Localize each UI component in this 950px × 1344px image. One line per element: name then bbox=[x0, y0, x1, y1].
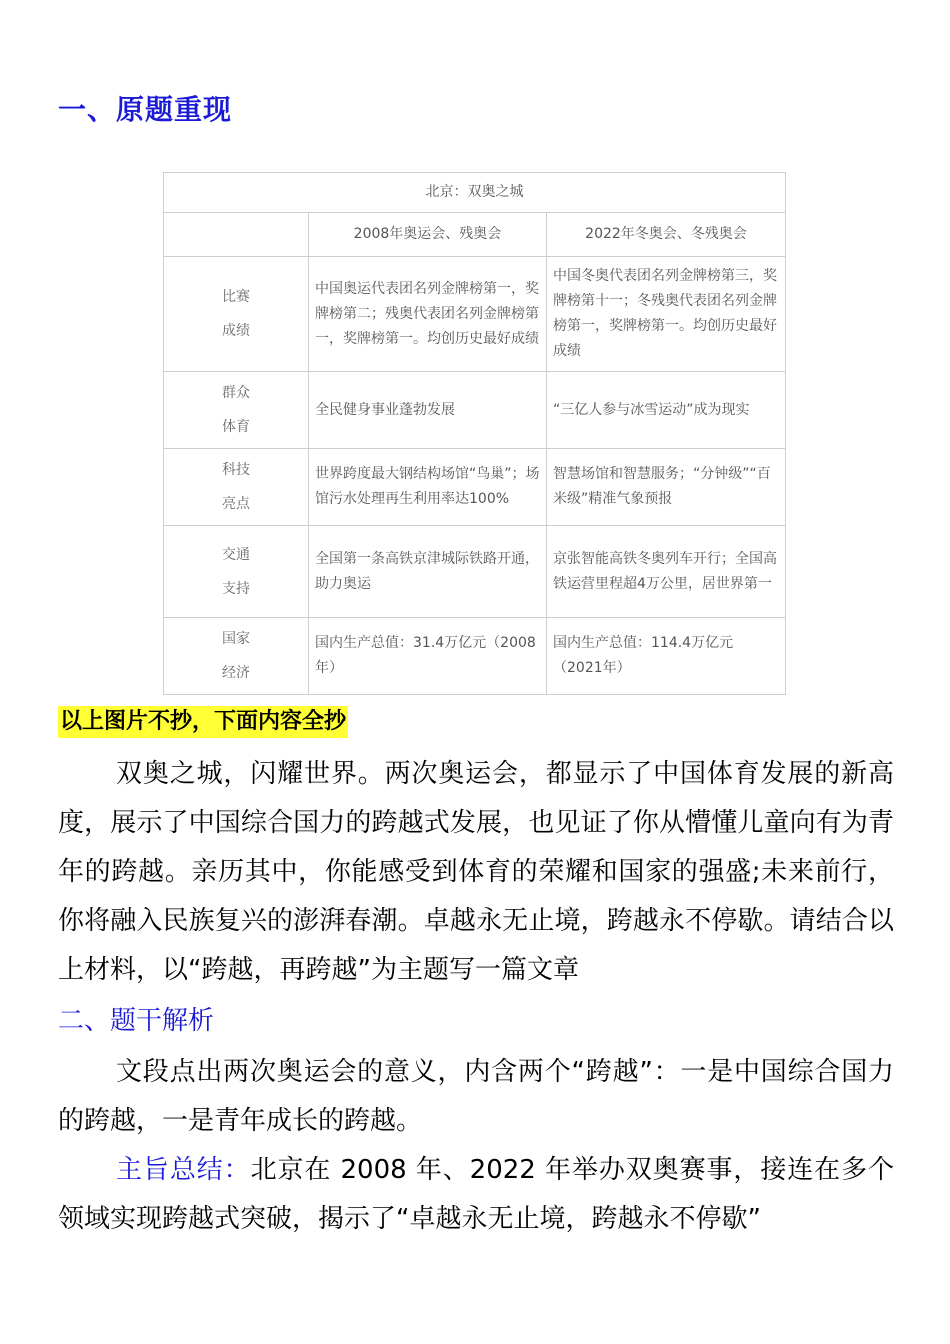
cell-technology-2008: 世界跨度最大钢结构场馆“鸟巢”；场馆污水处理再生利用率达100% bbox=[309, 449, 547, 526]
cell-competition-2008: 中国奥运代表团名列金牌榜第一，奖牌榜第二；残奥代表团名列金牌榜第一，奖牌榜第一。均创历史最好成绩 bbox=[309, 257, 547, 372]
copy-instruction-highlight: 以上图片不抄，下面内容全抄 bbox=[58, 706, 348, 738]
summary-label: 主旨总结： bbox=[116, 1155, 251, 1185]
table-caption: 北京：双奥之城 bbox=[164, 173, 786, 213]
cell-competition-2022: 中国冬奥代表团名列金牌榜第三，奖牌榜第十一；冬残奥代表团名列金牌榜第一，奖牌榜第一。均创历史最好成绩 bbox=[547, 257, 786, 372]
section-heading-2: 二、题干解析 bbox=[58, 1006, 215, 1036]
cell-technology-2022: 智慧场馆和智慧服务；“分钟级”“百米级”精准气象预报 bbox=[547, 449, 786, 526]
column-header-2022: 2022年冬奥会、冬残奥会 bbox=[547, 213, 786, 257]
empty-header-cell bbox=[164, 213, 309, 257]
cell-mass-sports-2022: “三亿人参与冰雪运动”成为现实 bbox=[547, 372, 786, 449]
analysis-paragraph: 文段点出两次奥运会的意义，内含两个“跨越”：一是中国综合国力的跨越，一是青年成长的跨越。 bbox=[58, 1057, 894, 1136]
cell-economy-2022: 国内生产总值：114.4万亿元（2021年） bbox=[547, 618, 786, 695]
cell-mass-sports-2008: 全民健身事业蓬勃发展 bbox=[309, 372, 547, 449]
cell-transport-2008: 全国第一条高铁京津城际铁路开通，助力奥运 bbox=[309, 526, 547, 618]
row-label-technology: 科技 亮点 bbox=[164, 449, 309, 526]
cell-transport-2022: 京张智能高铁冬奥列车开行；全国高铁运营里程超4万公里，居世界第一 bbox=[547, 526, 786, 618]
olympics-table bbox=[163, 172, 786, 695]
summary-text: 北京在 2008 年、2022 年举办双奥赛事，接连在多个领域实现跨越式突破，揭示了“卓越永无止境，跨越永不停歇” bbox=[58, 1155, 894, 1234]
material-paragraph: 双奥之城，闪耀世界。两次奥运会，都显示了中国体育发展的新高度，展示了中国综合国力的跨越式发展，也见证了你从懵懂儿童向有为青年的跨越。亲历其中，你能感受到体育的荣耀和国家的强盛;未来前行，你将融入民族复兴的澎湃春潮。卓越永无止境，跨越永不停歇。请结合以上材料，以“跨越，再跨越”为主题写一篇文章 bbox=[58, 759, 894, 985]
section-heading-1: 一、原题重现 bbox=[58, 93, 233, 126]
row-label-transport: 交通 支持 bbox=[164, 526, 309, 618]
summary-paragraph bbox=[58, 1146, 894, 1244]
row-label-competition: 比赛 成绩 bbox=[164, 257, 309, 372]
row-label-mass-sports: 群众 体育 bbox=[164, 372, 309, 449]
row-label-economy: 国家 经济 bbox=[164, 618, 309, 695]
column-header-2008: 2008年奥运会、残奥会 bbox=[309, 213, 547, 257]
cell-economy-2008: 国内生产总值：31.4万亿元（2008年） bbox=[309, 618, 547, 695]
